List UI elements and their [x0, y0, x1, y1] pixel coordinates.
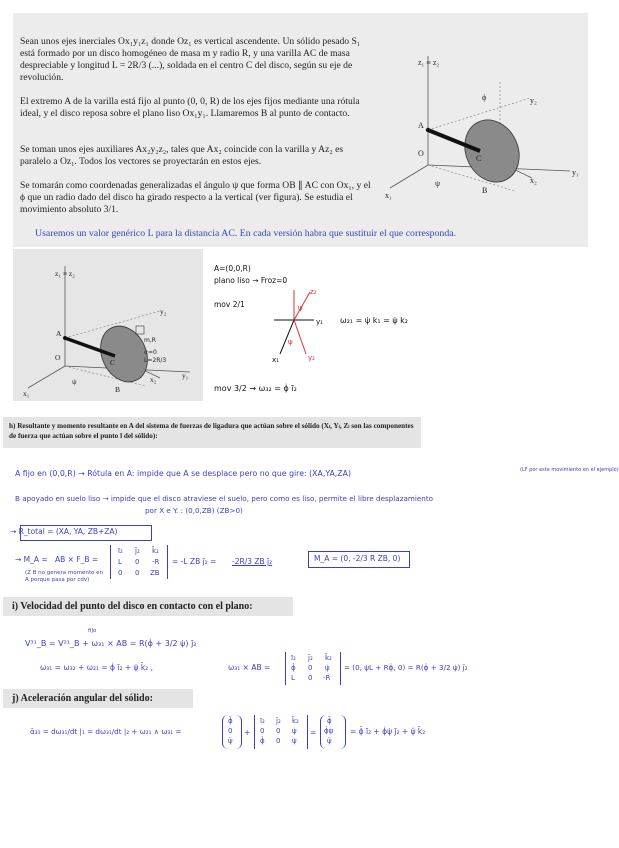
problem-paragraph-2: El extremo A de la varilla está fijo al punto (0, 0, R) de los ejes fijos mediante una rótula ideal, y el disco reposa sobre el plano liso Ox₁y₁. Llamaremos B al punto de contacto.: [20, 96, 360, 119]
sketch-y2-label: y₂: [308, 354, 315, 362]
det-j-c3: 0: [260, 727, 265, 735]
hw-j-line1b: = ϕ̈ ī₂ + ϕ̇ψ̇ j̄₂ + ψ̈ k̄₂: [350, 727, 426, 736]
vec2-c2: ψ̈: [327, 737, 332, 745]
det-i-c0: ī₂: [291, 654, 296, 662]
problem-paragraph-3: Se toman unos ejes auxiliares Ax₂y₂z₂, tales que Ax₂ coincide con la varilla y Az₂ es paralelo a Oz₁. Todos los vectores se proyectarán en estos ejes.: [20, 144, 344, 167]
hw-h-line2b: por X e Y. : (0,0,ZB) (ZB>0): [145, 506, 243, 515]
det-h-c5: -R: [152, 558, 160, 566]
fig1-z-label: z₁ ≡ z₂: [418, 58, 440, 67]
hw-h-moment-note: (Z B no genera momento en A porque pasa por cdv): [25, 570, 103, 583]
fig2-mR-label: m,R: [144, 337, 156, 344]
hw-h-moment-a: → M_A =: [15, 555, 48, 564]
hw-h-line1: A fijo en (0,0,R) → Rótula en A: impide que A se desplace pero no que gire: (XA,YA,ZA): [15, 469, 352, 478]
det-i-c7: 0: [308, 674, 313, 682]
hw-i-fijo: fijo: [88, 628, 97, 634]
fig1-x1-label: x₁: [385, 191, 392, 200]
det-j-c4: 0: [276, 727, 281, 735]
det-i-c1: j̄₂: [308, 654, 313, 662]
fig1-phi-label: ϕ: [482, 93, 487, 102]
det-j-c8: ψ̇: [292, 737, 297, 745]
fig2-L-label: L=2R/3: [144, 357, 167, 364]
sketch-x1-label: x₁: [272, 356, 279, 364]
fig2-C-label: C: [110, 358, 116, 367]
det-j-c1: j̄₂: [276, 717, 281, 725]
section-h-header: h) Resultante y momento resultante en A del sistema de fuerzas de ligadura que actúan sobre el sólido (Xₗ, Yₗ, Zₗ son las componentes de fuerza que actúan sobre el punto l del sólido):: [3, 417, 421, 448]
fig1-A-label: A: [418, 121, 424, 130]
det-j-c0: ī₂: [260, 717, 265, 725]
hw-h-moment-d: -2R/3 ZB j̄₂: [232, 557, 273, 566]
vec2-c0: ϕ̈: [327, 717, 332, 725]
fig1-O-label: O: [418, 149, 424, 158]
fig2-y1-label: y₁: [182, 371, 189, 380]
det-j-c5: ψ̇: [292, 727, 297, 735]
det-h-c4: 0: [135, 558, 140, 566]
figure-annotated: [20, 256, 200, 398]
note-omega21: ω₂₁ = ψ̇ k₁ = ψ̇ k₂: [340, 316, 409, 325]
sketch-psi-b-label: ψ: [298, 304, 303, 312]
det-i-c8: -R: [323, 674, 331, 682]
fig1-x2-label: x₂: [530, 176, 537, 185]
fig2-y2-label: y₂: [160, 307, 167, 316]
hw-i-line2b: ω₃₁ × AB =: [228, 663, 271, 672]
rotation-axes-sketch: [262, 282, 332, 364]
section-i-header: i) Velocidad del punto del disco en contacto con el plano:: [3, 597, 293, 616]
hw-i-line1: V³¹_B = V²¹_B + ω₃₁ × AB = R(ϕ̇ + 3/2 ψ̇) j̄₂: [25, 639, 197, 648]
det-h-c2: k̄₂: [152, 547, 159, 555]
hw-h-line1-side: (LF por este movimiento en el ejemplo): [520, 467, 619, 473]
hw-i-line2a: ω₃₁ = ω₃₂ + ω₂₁ = ϕ̇ ī₂ + ψ̇ k̄₂ ,: [40, 663, 153, 672]
fig2-B-label: B: [115, 385, 121, 394]
vec1-c0: ϕ̈: [228, 717, 233, 725]
det-i-c2: k̄₂: [325, 654, 332, 662]
sketch-z2-label: z₂: [310, 288, 317, 296]
hw-h-total-force: → R_total = (XA, YA, ZB+ZA): [10, 527, 118, 536]
hw-h-moment-c: = -L ZB j̄₂ =: [172, 557, 217, 566]
fig2-A-label: A: [56, 329, 62, 338]
generic-L-note: Usaremos un valor genérico L para la distancia AC. En cada versión habra que sustituir el que corresponda.: [35, 228, 457, 239]
hw-h-line2: B apoyado en suelo liso → impide que el disco atraviese el suelo, pero como es liso, permite el libre desplazamiento: [15, 494, 434, 503]
det-i-c4: 0: [308, 664, 313, 672]
fig1-C-label: C: [476, 154, 482, 163]
det-h-c1: j̄₂: [135, 547, 140, 555]
vec1-c1: 0: [228, 727, 233, 735]
fig2-O-label: O: [55, 353, 61, 362]
note-plane-smooth: plano liso → Froz=0: [214, 276, 288, 285]
fig1-y2-label: y₂: [530, 96, 537, 105]
det-i-c6: L: [291, 674, 295, 682]
hw-i-line2c: = (0, ψ̇L + Rϕ̇, 0) = R(ϕ̇ + 3/2 ψ̇) j̄₂: [344, 663, 468, 672]
fig2-x2-label: x₂: [150, 375, 157, 384]
fig1-psi-label: ψ: [435, 179, 441, 188]
det-j-c7: 0: [276, 737, 281, 745]
vec1-c2: ψ̈: [228, 737, 233, 745]
fig2-alpha-label: α=0: [144, 349, 157, 356]
det-h-c0: ī₂: [118, 547, 123, 555]
figure-disc-rod: [380, 48, 585, 218]
fig2-x1-label: x₁: [23, 389, 30, 398]
fig1-B-label: B: [482, 186, 488, 195]
note-mov21: mov 2/1: [214, 300, 245, 309]
det-h-c3: L: [118, 558, 122, 566]
hw-j-line1a: ᾱ₃₁ = dω₃₁/dt |₁ = dω₃₁/dt |₂ + ω₂₁ ∧ ω₃₁ =: [30, 727, 182, 736]
fig2-psi-label: ψ: [72, 377, 77, 386]
det-h-c6: 0: [118, 569, 123, 577]
fig2-z-label: z₁ ≡ z₂: [55, 269, 75, 278]
det-j-c2: k̄₂: [292, 717, 299, 725]
hw-j-plus: +: [244, 728, 251, 737]
det-h-c7: 0: [135, 569, 140, 577]
det-j-c6: ϕ̇: [260, 737, 265, 745]
hw-h-moment-b: AB × F_B =: [55, 555, 99, 564]
note-A-position: A=(0,0,R): [214, 264, 251, 273]
problem-paragraph-4: Se tomarán como coordenadas generalizadas el ángulo ψ que forma OB ∥ AC con Ox₁, y el ϕ que un radio dado del disco ha girado respecto a la vertical (ver figura). Se estudia el movimiento absoluto 3/1.: [20, 180, 371, 215]
det-i-c3: ϕ̇: [291, 664, 296, 672]
hw-j-eq: =: [310, 728, 317, 737]
sketch-psi-a-label: ψ: [288, 338, 293, 346]
vec2-c1: ϕ̇ψ̇: [324, 727, 334, 735]
hw-h-moment-result: M_A = (0, -2/3 R ZB, 0): [314, 554, 401, 563]
note-mov32: mov 3/2 → ω₃₂ = ϕ̇ ī₂: [214, 384, 297, 393]
fig1-y1-label: y₁: [572, 168, 579, 177]
section-j-header: j) Aceleración angular del sólido:: [3, 689, 193, 708]
det-h-c8: ZB: [150, 569, 160, 577]
sketch-y1-label: y₁: [316, 318, 323, 326]
problem-paragraph-1: Sean unos ejes inerciales Ox₁y₁z₁ donde Oz₁ es vertical ascendente. Un sólido pesado S₁ está formado por un disco homogéneo de masa m y radio R, y una varilla AC de masa despreciable y longitud L = 2R/3 (...), soldada en el centro C del disco, según su eje de revolución.: [20, 36, 361, 83]
det-i-c5: ψ̇: [325, 664, 330, 672]
